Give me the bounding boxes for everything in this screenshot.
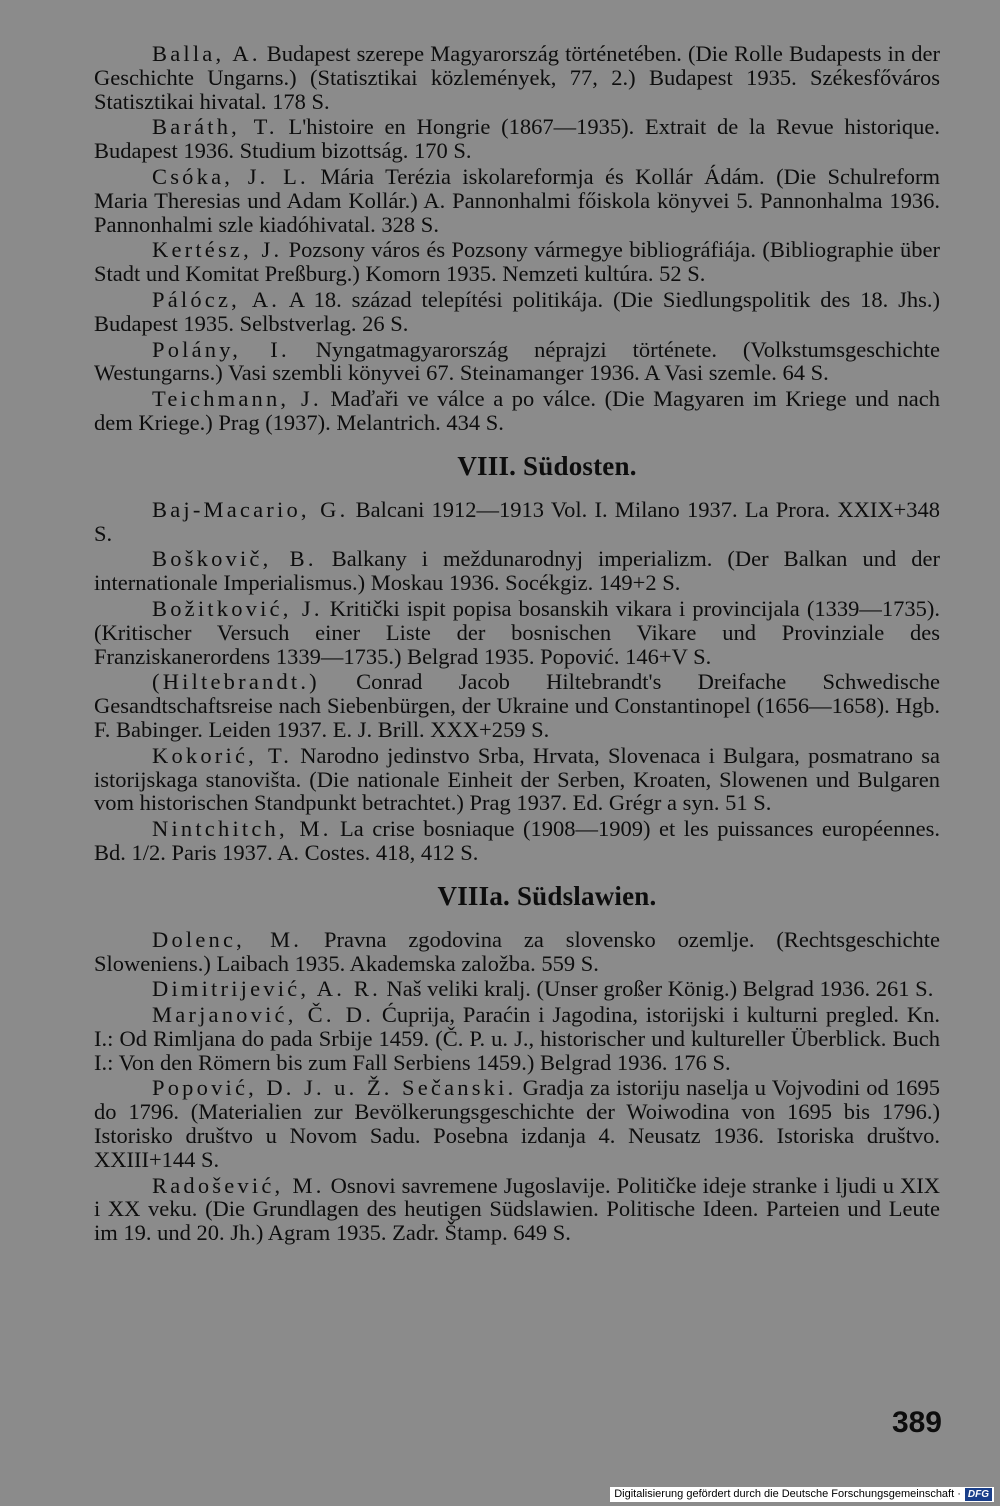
entry-author: Nintchitch, M. (152, 816, 332, 842)
bibliography-entry (94, 547, 940, 595)
bibliography-entry (94, 1076, 940, 1171)
bibliography-entry (94, 387, 940, 435)
entry-text: Balcani 1912—1913 Vol. I. Milano 1937. La Prora. XXIX+348 S. (94, 496, 941, 546)
entry-author: Kokorić, T. (152, 742, 293, 768)
bibliography-entry (94, 238, 940, 286)
entry-text: La crise bosniaque (1908—1909) et les puissances européennes. Bd. 1/2. Paris 1937. A. Costes. 418, 412 S. (94, 816, 940, 865)
entry-author: Božitković, J. (152, 595, 323, 621)
entry-author: Teichmann, J. (152, 386, 322, 412)
entry-author: Boškovič, B. (152, 546, 317, 572)
section-suedosten (94, 451, 940, 865)
entry-author: Baj-Macario, G. (152, 496, 349, 522)
entry-text: Narodno jedinstvo Srba, Hrvata, Slovenaca i Bulgara, posmatrano sa istorijskaga stanovišta. (Die nationale Einheit der Serben, Kroaten, Slowenen und Bulgaren vom historischen Standpunkt betrachtet.) Prag 1937. Ed. Grégr a syn. 51 S. (94, 742, 940, 816)
entry-author: Csóka, J. L. (152, 163, 309, 189)
digitization-footer (610, 1487, 994, 1502)
entry-author: Pálócz, A. (152, 286, 281, 312)
bibliography-entry (94, 817, 940, 865)
bibliography-entry (94, 1003, 940, 1074)
page-number: 389 (891, 1406, 942, 1439)
entry-text: Mária Terézia iskolareformja és Kollár Ádám. (Die Schulreform Maria Theresias und Adam Kollár.) A. Pannonhalmi főiskola könyvei 5. Pannonhalma 1936. Pannonhalmi szle kiadóhivatal. 328 S. (94, 163, 940, 237)
entry-text: Pravna zgodovina za slovensko ozemlje. (Rechtsgeschichte Sloweniens.) Laibach 1935. Akademska založba. 559 S. (94, 926, 941, 976)
entry-author: Popović, D. J. u. Ž. Sečanski. (152, 1075, 517, 1101)
entry-author: Balla, A. (152, 41, 261, 66)
entry-text: Naš veliki kralj. (Unser großer König.) Belgrad 1936. 261 S. (380, 976, 934, 1002)
bibliography-entry (94, 1174, 940, 1245)
section-heading: VIIIa. Südslawien. (437, 880, 657, 911)
bibliography-entry (94, 42, 940, 113)
bibliography-entry (94, 597, 940, 668)
entry-text: Pozsony város és Pozsony vármegye bibliográfiája. (Bibliographie über Stadt und Komitat Preßburg.) Komorn 1935. Nemzeti kultúra. 52 S. (94, 237, 940, 287)
bibliography-entry (94, 498, 940, 546)
entry-text: Conrad Jacob Hiltebrandt's Dreifache Schwedische Gesandtschaftsreise nach Siebenbürgen, der Ukraine und Constantinopel (1656—1658). Hgb. F. Babinger. Leiden 1937. E. J. Brill. XXX+259 S. (94, 669, 940, 742)
entry-text: Balkany i meždunarodnyj imperializm. (Der Balkan und der internationale Imperialismus.) Moskau 1936. Socékgiz. 149+2 S. (94, 546, 940, 596)
entry-author: Dimitrijević, A. R. (152, 976, 381, 1002)
entry-author: (Hiltebrandt.) (152, 669, 320, 695)
section-heading: VIII. Südosten. (457, 450, 637, 481)
section-suedslawien (94, 881, 940, 1245)
bibliography-entry (94, 977, 940, 1001)
entry-text: Kritički ispit popisa bosanskih vikara i provincijala (1339—1735). (Kritischer Versuch einer Liste der bosnischen Vikare und Provinziale des Franziskanerordens 1339—1735.) Belgrad 1935. Popović. 146+V S. (94, 595, 940, 669)
bibliography-entry (94, 744, 940, 815)
bibliography-entry (94, 670, 940, 741)
bibliography-entry (94, 928, 940, 976)
entry-author: Kertész, J. (152, 237, 283, 263)
dfg-logo-icon: DFG (965, 1488, 992, 1501)
bibliography-entry (94, 165, 940, 236)
entry-text: Budapest szerepe Magyarország történetében. (Die Rolle Budapests in der Geschichte Ungarns.) (Statisztikai közlemények, 77, 2.) Budapest 1935. Székesfőváros Statisztikai hivatal. 178 S. (94, 41, 940, 114)
footer-credit: Digitalisierung gefördert durch die Deutsche Forschungsgemeinschaft · (614, 1488, 961, 1500)
bibliography-entry (94, 115, 940, 163)
entry-text: Nyngatmagyarország néprajzi története. (Volkstumsgeschichte Westungarns.) Vasi szembli könyvei 67. Steinamanger 1936. A Vasi szemle. 64 S. (94, 336, 940, 386)
entry-text: A 18. század telepítési politikája. (Die Siedlungspolitik des 18. Jhs.) Budapest 1935. Selbstverlag. 26 S. (94, 286, 940, 336)
entry-text: Gradja za istoriju naselja u Vojvodini od 1695 do 1796. (Materialien zur Bevölkerungsgeschichte der Woiwodina von 1695 bis 1796.) Istorisko društvo u Novom Sadu. Posebna izdanja 4. Neusatz 1936. Istoriska društvo. XXIII+144 S. (94, 1075, 940, 1172)
entry-author: Baráth, T. (152, 114, 278, 140)
entry-author: Marjanović, Č. D. (152, 1002, 375, 1028)
section-continuation (94, 42, 940, 435)
bibliography-entry (94, 288, 940, 336)
entry-text: L'histoire en Hongrie (1867—1935). Extrait de la Revue historique. Budapest 1936. Studium bizottság. 170 S. (94, 114, 940, 164)
entry-author: Dolenc, M. (152, 926, 303, 952)
entry-text: Osnovi savremene Jugoslavije. Političke ideje stranke i ljudi u XIX i XX veku. (Die Grundlagen des heutigen Südslawien. Politische Ideen. Parteien und Leute im 19. und 20. Jh.) Agram 1935. Zadr. Štamp. 649 S. (94, 1172, 940, 1246)
entry-author: Radošević, M. (152, 1172, 325, 1198)
entry-author: Polány, I. (152, 336, 290, 362)
bibliography-body (94, 42, 940, 1247)
entry-text: Ćuprija, Paraćin i Jagodina, istorijski i kulturni pregled. Kn. I.: Od Rimljana do pada Srbije 1459. (Č. P. u. J., historischer und kultureller Überblick. Buch I.: Von den Römern bis zum Fall Serbiens 1459.) Belgrad 1936. 176 S. (94, 1002, 940, 1075)
entry-text: Maďaři ve válce a po válce. (Die Magyaren im Kriege und nach dem Kriege.) Prag (1937). Melantrich. 434 S. (94, 386, 940, 435)
bibliography-entry (94, 338, 940, 386)
